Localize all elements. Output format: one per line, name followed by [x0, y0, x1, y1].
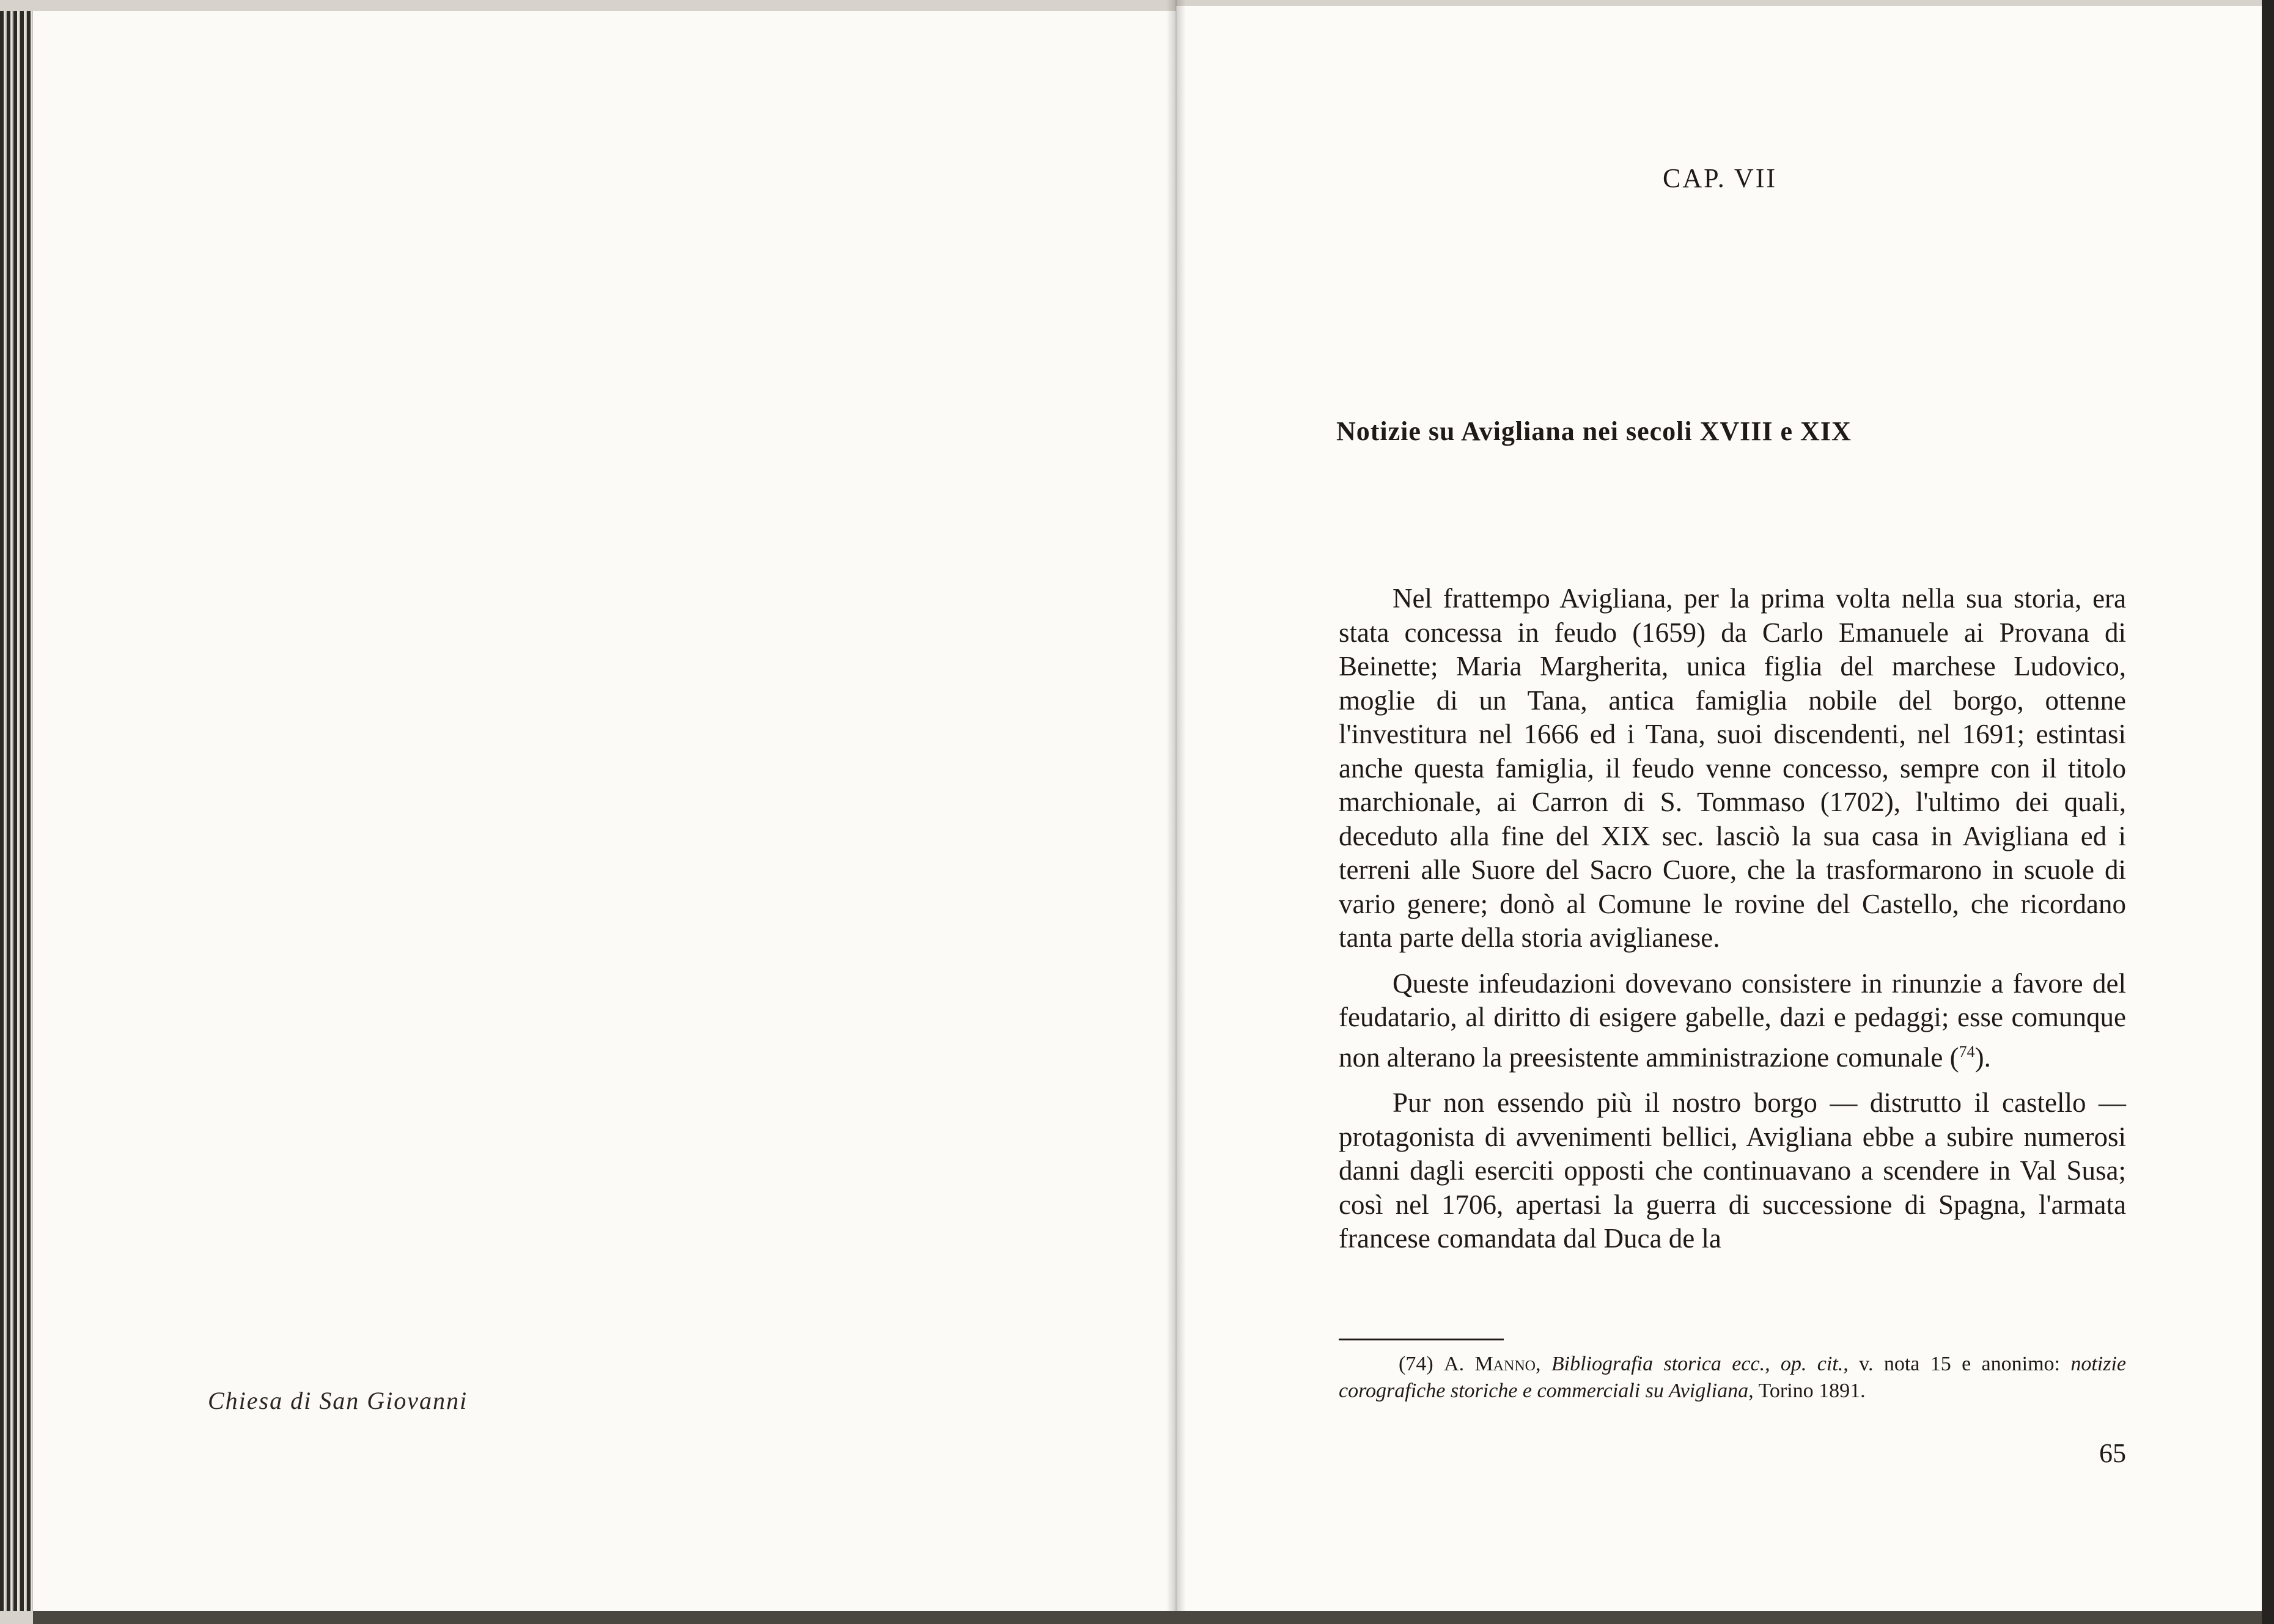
note-reference: 74 [1959, 1042, 1975, 1060]
page-number: 65 [2099, 1438, 2126, 1468]
footnote-rule [1339, 1339, 1504, 1340]
left-page [33, 11, 1176, 1611]
footnote [1339, 1351, 2126, 1405]
book-gutter [1166, 0, 1186, 1624]
paragraph: Queste infeudazioni dovevano consistere in rinunzie a favore del feudatario, al diritto di esigere gabelle, dazi e pedaggi; esse comunque non alterano la preesistente amministrazione comunale ($^{74}$). [1339, 968, 2126, 1073]
footnote-place-year: Torino 1891. [1758, 1380, 1866, 1402]
photo-caption: Chiesa di San Giovanni [208, 1387, 468, 1414]
bottom-page-edge [33, 1611, 2262, 1624]
footnote-number: (74) [1399, 1353, 1433, 1375]
body-text [1339, 582, 2126, 1268]
right-page-edge [2262, 0, 2274, 1624]
chapter-heading: Notizie su Avigliana nei secoli XVIII e XIX [1336, 416, 1852, 446]
footnote-text: v. nota 15 e anonimo: [1859, 1353, 2060, 1375]
paragraph: Nel frattempo Avigliana, per la prima volta nella sua storia, era stata concessa in feudo (1659) da Carlo Emanuele ai Provana di Beinette; Maria Margherita, unica figlia del marchese Ludovico, moglie di un Tana, antica famiglia nobile del borgo, ottenne l'investitura nel 1666 ed i Tana, suoi discendenti, nel 1691; estintasi anche questa famiglia, il feudo venne concesso, sempre con il titolo marchionale, ai Carron di S. Tommaso (1702), l'ultimo dei quali, deceduto alla fine del XIX sec. lasciò la sua casa in Avigliana ed i terreni alle Suore del Sacro Cuore, che la trasformarono in scuole di vario genere; donò al Comune le rovine del Castello, che ricordano tanta parte della storia aviglianese. [1339, 583, 2126, 953]
paragraph-text: Queste infeudazioni dovevano consistere in rinunzie a favore del feudatario, al diritto di esigere gabelle, dazi e pedaggi; esse comunque non alterano la preesistente amministrazione comunale [1339, 968, 2126, 1073]
footnote-author: A. Manno, [1444, 1353, 1541, 1375]
note-reference-suffix: ). [1974, 1042, 1991, 1073]
paragraph: Pur non essendo più il nostro borgo — distrutto il castello — protagonista di avvenimenti bellici, Avigliana ebbe a subire numerosi danni dagli eserciti opposti che continuavano a scendere in Val Susa; così nel 1706, apertasi la guerra di successione di Spagna, l'armata francese comandata dal Duca de la [1339, 1087, 2126, 1254]
footnote-title: Bibliografia storica ecc., op. cit., [1551, 1353, 1849, 1375]
chapter-number: CAP. VII [1663, 163, 1778, 193]
footnote-source: notizie corografiche storiche e commerciali su Avigliana, [1339, 1353, 2127, 1402]
